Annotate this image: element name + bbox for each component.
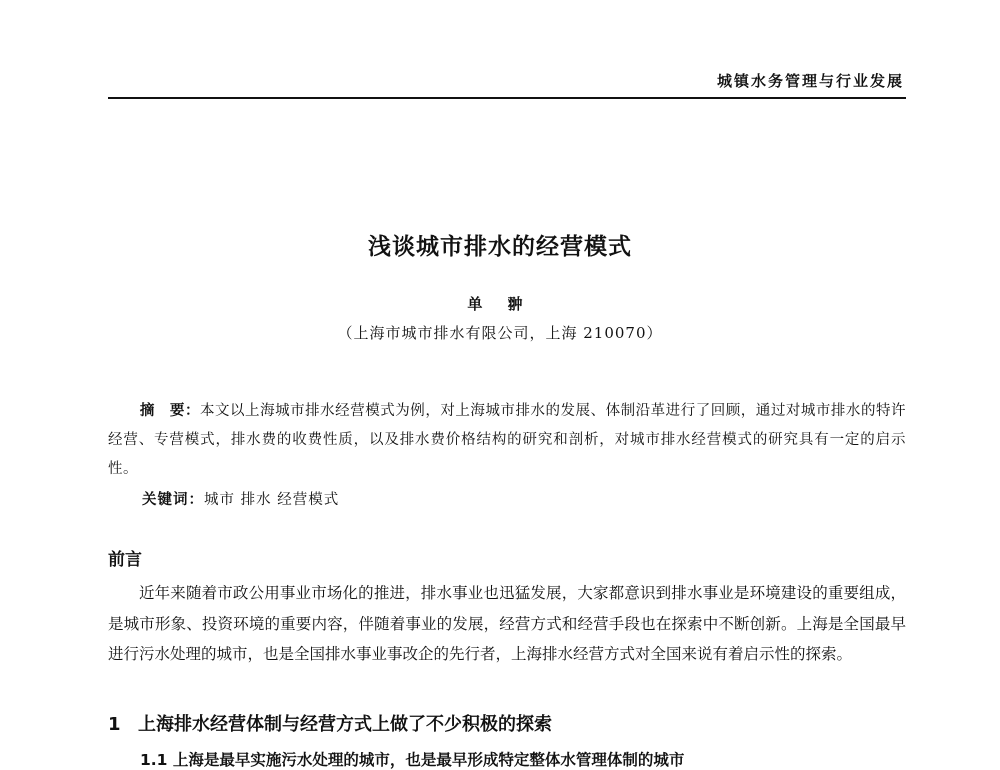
running-header: 城镇水务管理与行业发展 [716,72,904,90]
preface-paragraph: 近年来随着市政公用事业市场化的推进，排水事业也迅猛发展，大家都意识到排水事业是环境建设的重要组成，是城市形象、投资环境的重要内容，伴随着事业的发展，经营方式和经营手段也在探索中不断创新。上海是全国最早进行污水处理的城市，也是全国排水事业事改企的先行者，上海排水经营方式对全国来说有着启示性的探索。 [108,584,906,663]
keywords-text: 城市 排水 经营模式 [204,492,340,508]
abstract [108,397,906,484]
header-rule [108,97,906,99]
section-1-title: 上海排水经营体制与经营方式上做了不少积极的探索 [138,714,552,735]
abstract-text: 本文以上海城市排水经营模式为例，对上海城市排水的发展、体制沿革进行了回顾，通过对城市排水的特许经营、专营模式，排水费的收费性质，以及排水费价格结构的研究和剖析，对城市排水经营模式的研究具有一定的启示性。 [108,403,907,477]
author-affiliation: （上海市城市排水有限公司，上海 210070） [337,324,663,342]
author-name: 单 翀 [467,295,533,313]
section-1-heading [108,710,552,736]
keywords-label: 关键词： [142,492,204,508]
abstract-label: 摘 要： [139,403,200,419]
article-title: 浅谈城市排水的经营模式 [368,234,632,260]
section-1-number: 1 [108,714,121,735]
subsection-1-1-heading: 1.1 上海是最早实施污水处理的城市，也是最早形成特定整体水管理体制的城市 [140,751,685,769]
preface-heading: 前言 [108,550,142,570]
keywords [142,486,902,515]
